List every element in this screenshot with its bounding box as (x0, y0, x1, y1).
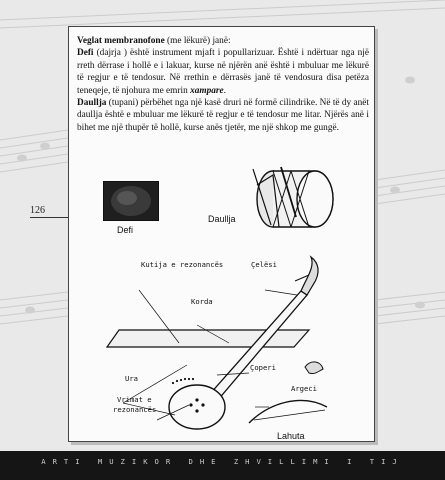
daullja-paragraph (77, 97, 369, 134)
defi-paragraph (77, 47, 369, 97)
lahuta-caption: Lahuta (277, 431, 305, 441)
daullja-drum-illustration (251, 165, 341, 233)
defi-end: . (223, 85, 226, 96)
label-kutija: Kutija e rezonancës (141, 260, 224, 269)
label-coperi: Çoperi (250, 363, 276, 372)
content-panel (68, 26, 375, 442)
label-vrimat-2: rezonancës (113, 405, 157, 414)
label-argeci: Argeci (291, 384, 317, 393)
intro-paragraph (77, 35, 369, 47)
defi-text: (dajrja ) është instrument mjaft i popullarizuar. Është i ndërtuar nga një rreth dërrase i hollë e i lakuar, kurse në njërën anë është i mbuluar me lëkurë të regjur e të tendosur. Në rrethin e dërrasës janë të vendosura disa petëza teneqeje, të njohura me emrin (77, 48, 369, 96)
defi-caption: Defi (117, 225, 134, 235)
xampare-term: xampare (190, 85, 224, 96)
daullja-text: (tupani) përbëhet nga një kasë druri në formë cilindrike. Në të dy anët daullja është e mbuluar me lëkurë të regjur e të tendosur me litar. Njërës anë i bihet me një thupër të hollë, kurse anës tjetër, me një shkop me gungë. (77, 98, 369, 133)
intro-rest: (me lëkurë) janë: (164, 36, 231, 46)
label-celesi: Çelësi (251, 260, 277, 269)
label-vrimat-1: Vrimat e (117, 395, 152, 404)
footer-title: ARTI MUZIKOR DHE ZHVILLIMI I TIJ (41, 457, 404, 466)
defi-image (103, 181, 159, 221)
daullja-term: Daullja (77, 98, 107, 109)
defi-term: Defi (77, 48, 94, 59)
body-text (77, 35, 369, 134)
page-number: 126 (30, 205, 45, 216)
label-ura: Ura (125, 374, 138, 383)
daullja-caption: Daullja (208, 214, 236, 224)
intro-heading: Veglat membranofone (77, 36, 165, 46)
label-korda: Korda (191, 297, 213, 306)
